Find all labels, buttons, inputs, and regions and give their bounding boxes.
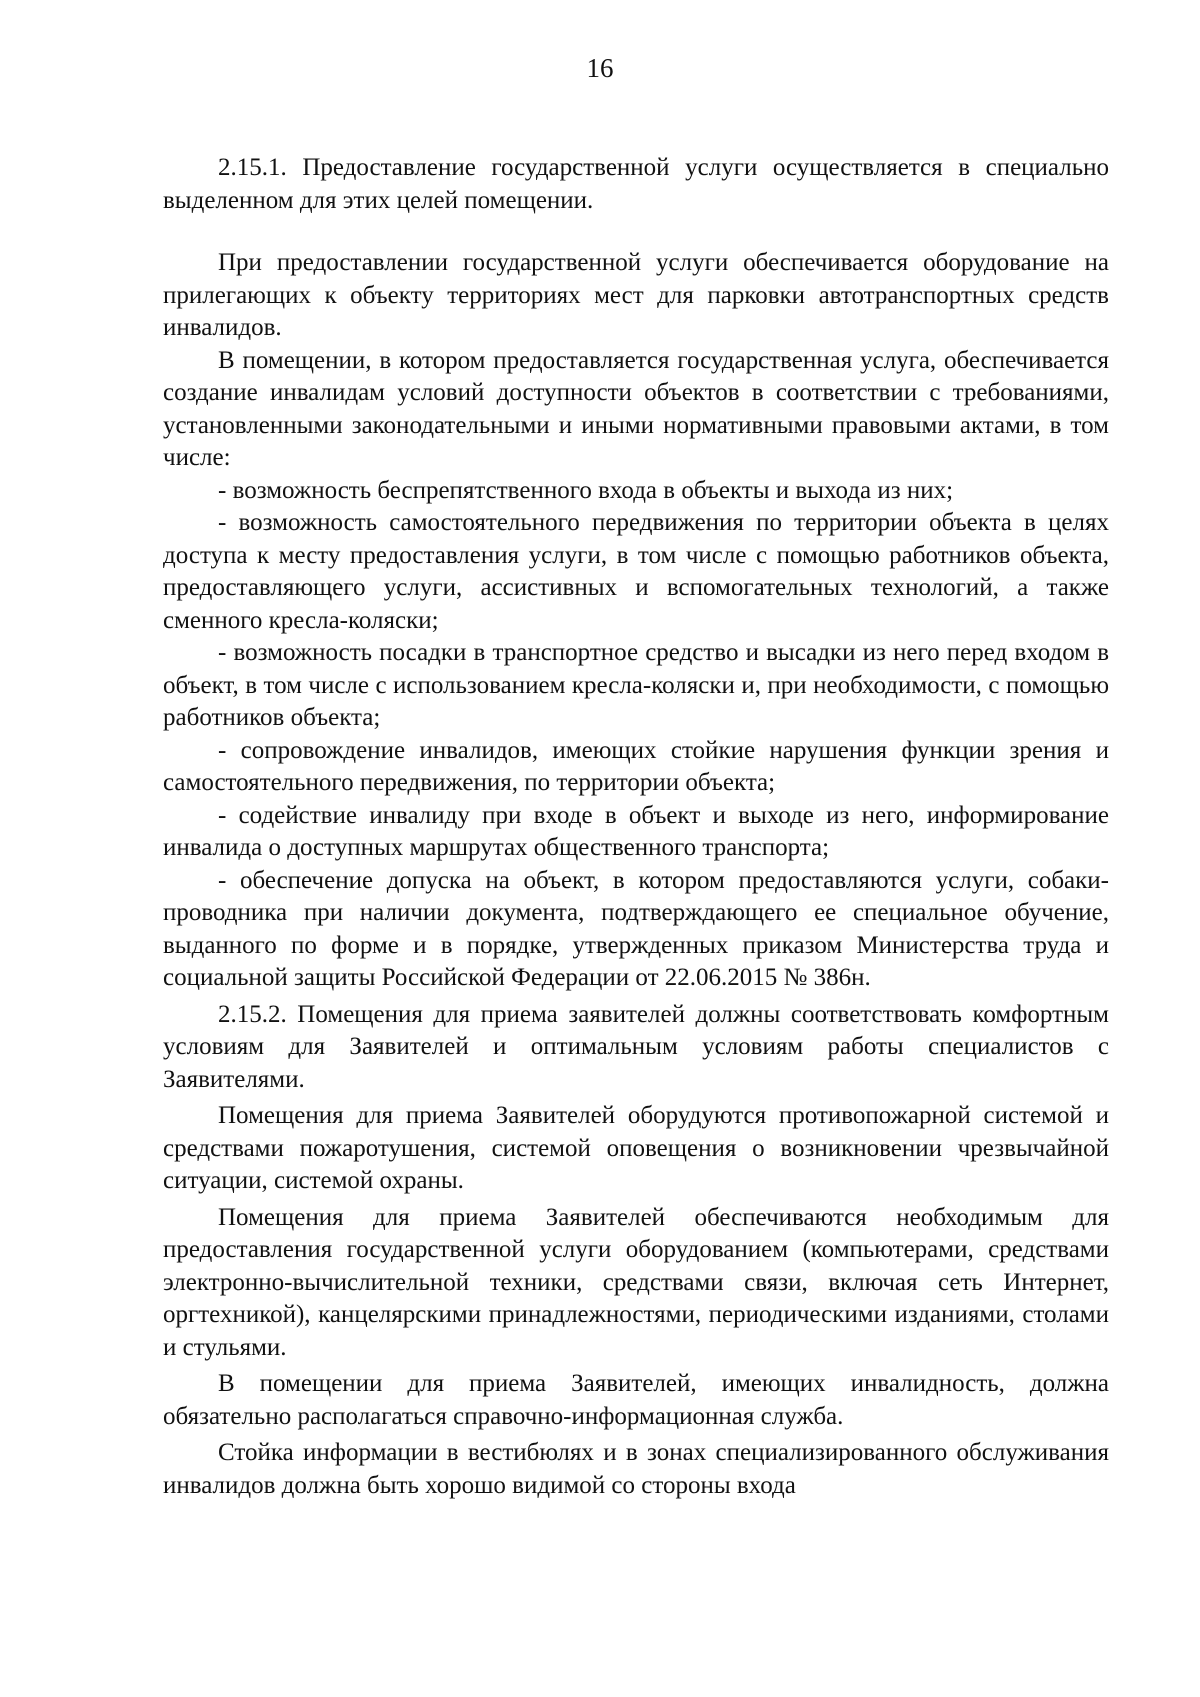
page-number: 16 <box>586 53 614 83</box>
list-item-unobstructed-entry: - возможность беспрепятственного входа в объекты и выхода из них; <box>218 476 954 504</box>
list-item-guide-dog: - обеспечение допуска на объект, в котором предоставляются услуги, собаки-проводника при наличии документа, подтверждающего ее специальное обучение, выданного по форме и в порядке, утвержденных приказом Министерства труда и социальной защиты Российской Федерации от 22.06.2015 № 386н. <box>163 866 1109 991</box>
list-item-vehicle-boarding: - возможность посадки в транспортное средство и высадки из него перед входом в объект, в том числе с использованием кресла-коляски и, при необходимости, с помощью работников объекта; <box>163 639 1109 731</box>
list-item-assistance: - содействие инвалиду при входе в объект и выходе из него, информирование инвалида о доступных маршрутах общественного транспорта; <box>163 801 1109 861</box>
paragraph-fire-safety: Помещения для приема Заявителей оборудуются противопожарной системой и средствами пожаротушения, системой оповещения о возникновении чрезвычайной ситуации, системой охраны. <box>163 1102 1109 1194</box>
list-item-independent-movement: - возможность самостоятельного передвижения по территории объекта в целях доступа к месту предоставления услуги, в том числе с помощью работников объекта, предоставляющего услуги, ассистивных и вспомогательных технологий, а также сменного кресла-коляски; <box>163 509 1109 634</box>
document-body <box>163 152 1109 1502</box>
list-item-escort: - сопровождение инвалидов, имеющих стойкие нарушения функции зрения и самостоятельного передвижения, по территории объекта; <box>163 736 1109 796</box>
paragraph-parking: При предоставлении государственной услуги обеспечивается оборудование на прилегающих к объекту территориях мест для парковки автотранспортных средств инвалидов. <box>163 249 1109 341</box>
paragraph-2-15-2: 2.15.2. Помещения для приема заявителей должны соответствовать комфортным условиям для Заявителей и оптимальным условиям работы специалистов с Заявителями. <box>163 1000 1109 1093</box>
paragraph-info-stand: Стойка информации в вестибюлях и в зонах специализированного обслуживания инвалидов должна быть хорошо видимой со стороны входа <box>163 1439 1109 1499</box>
paragraph-help-desk: В помещении для приема Заявителей, имеющих инвалидность, должна обязательно располагаться справочно-информационная служба. <box>163 1370 1109 1430</box>
paragraph-2-15-1: 2.15.1. Предоставление государственной услуги осуществляется в специально выделенном для этих целей помещении. <box>163 154 1109 214</box>
paragraph-accessibility-intro: В помещении, в котором предоставляется государственная услуга, обеспечивается создание инвалидам условий доступности объектов в соответствии с требованиями, установленными законодательными и иными нормативными правовыми актами, в том числе: <box>163 346 1109 471</box>
paragraph-equipment: Помещения для приема Заявителей обеспечиваются необходимым для предоставления государственной услуги оборудованием (компьютерами, средствами электронно-вычислительной техники, средствами связи, включая сеть Интернет, оргтехникой), канцелярскими принадлежностями, периодическими изданиями, столами и стульями. <box>163 1203 1109 1361</box>
